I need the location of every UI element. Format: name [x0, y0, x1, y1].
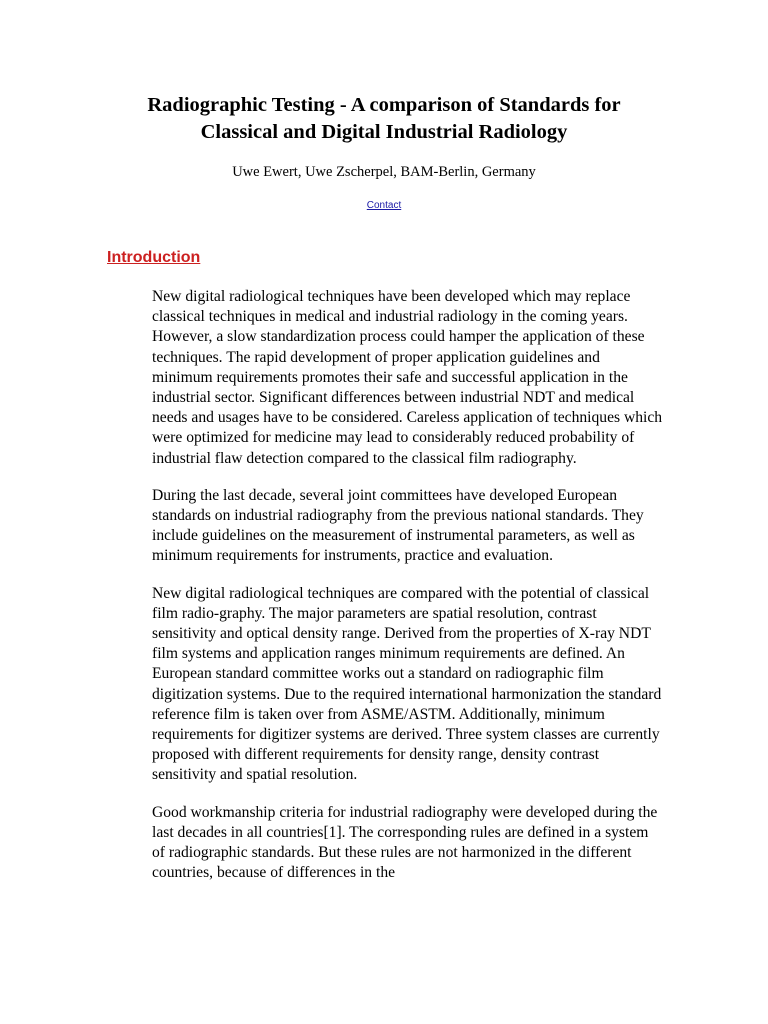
- body-text: [152, 287, 664, 900]
- page-title: [0, 92, 768, 146]
- body-paragraph-2: During the last decade, several joint committees have developed European standards on industrial radiography from the previous national standards. They include guidelines on the measurement of instrumental parameters, as well as minimum requirements for instruments, practice and evaluation.: [152, 486, 644, 565]
- title-line-1: Radiographic Testing - A comparison of Standards for: [147, 94, 621, 116]
- author-line: Uwe Ewert, Uwe Zscherpel, BAM-Berlin, Germany: [232, 164, 536, 180]
- contact-link[interactable]: Contact: [366, 200, 402, 211]
- contact-row: [0, 199, 768, 212]
- title-line-2: Classical and Digital Industrial Radiology: [200, 121, 568, 143]
- section-heading-introduction: Introduction: [107, 249, 201, 266]
- body-paragraph-1: New digital radiological techniques have been developed which may replace classical techniques in medical and industrial radiology in the coming years. However, a slow standardization process could hamper the application of these techniques. The rapid development of proper application guidelines and minimum requirements promotes their safe and successful application in the industrial sector. Significant differences between industrial NDT and medical needs and usages have to be considered. Careless application of techniques which were optimized for medicine may lead to considerably reduced probability of industrial flaw detection compared to the classical film radiography.: [152, 288, 663, 467]
- body-paragraph-3: New digital radiological techniques are compared with the potential of classical film radio-graphy. The major parameters are spatial resolution, contrast sensitivity and optical density range. Derived from the properties of X-ray NDT film systems and application ranges minimum requirements are defined. An European standard committee works out a standard on radiographic film digitization systems. Due to the required international harmonization the standard reference film is taken over from ASME/ASTM. Additionally, minimum requirements for digitizer systems are derived. Three system classes are currently proposed with different requirements for density range, density contrast sensitivity and spatial resolution.: [152, 584, 662, 784]
- body-paragraph-4: Good workmanship criteria for industrial radiography were developed during the last decades in all countries[1]. The corresponding rules are defined in a system of radiographic standards. But these rules are not harmonized in the different countries, because of differences in the: [152, 803, 658, 882]
